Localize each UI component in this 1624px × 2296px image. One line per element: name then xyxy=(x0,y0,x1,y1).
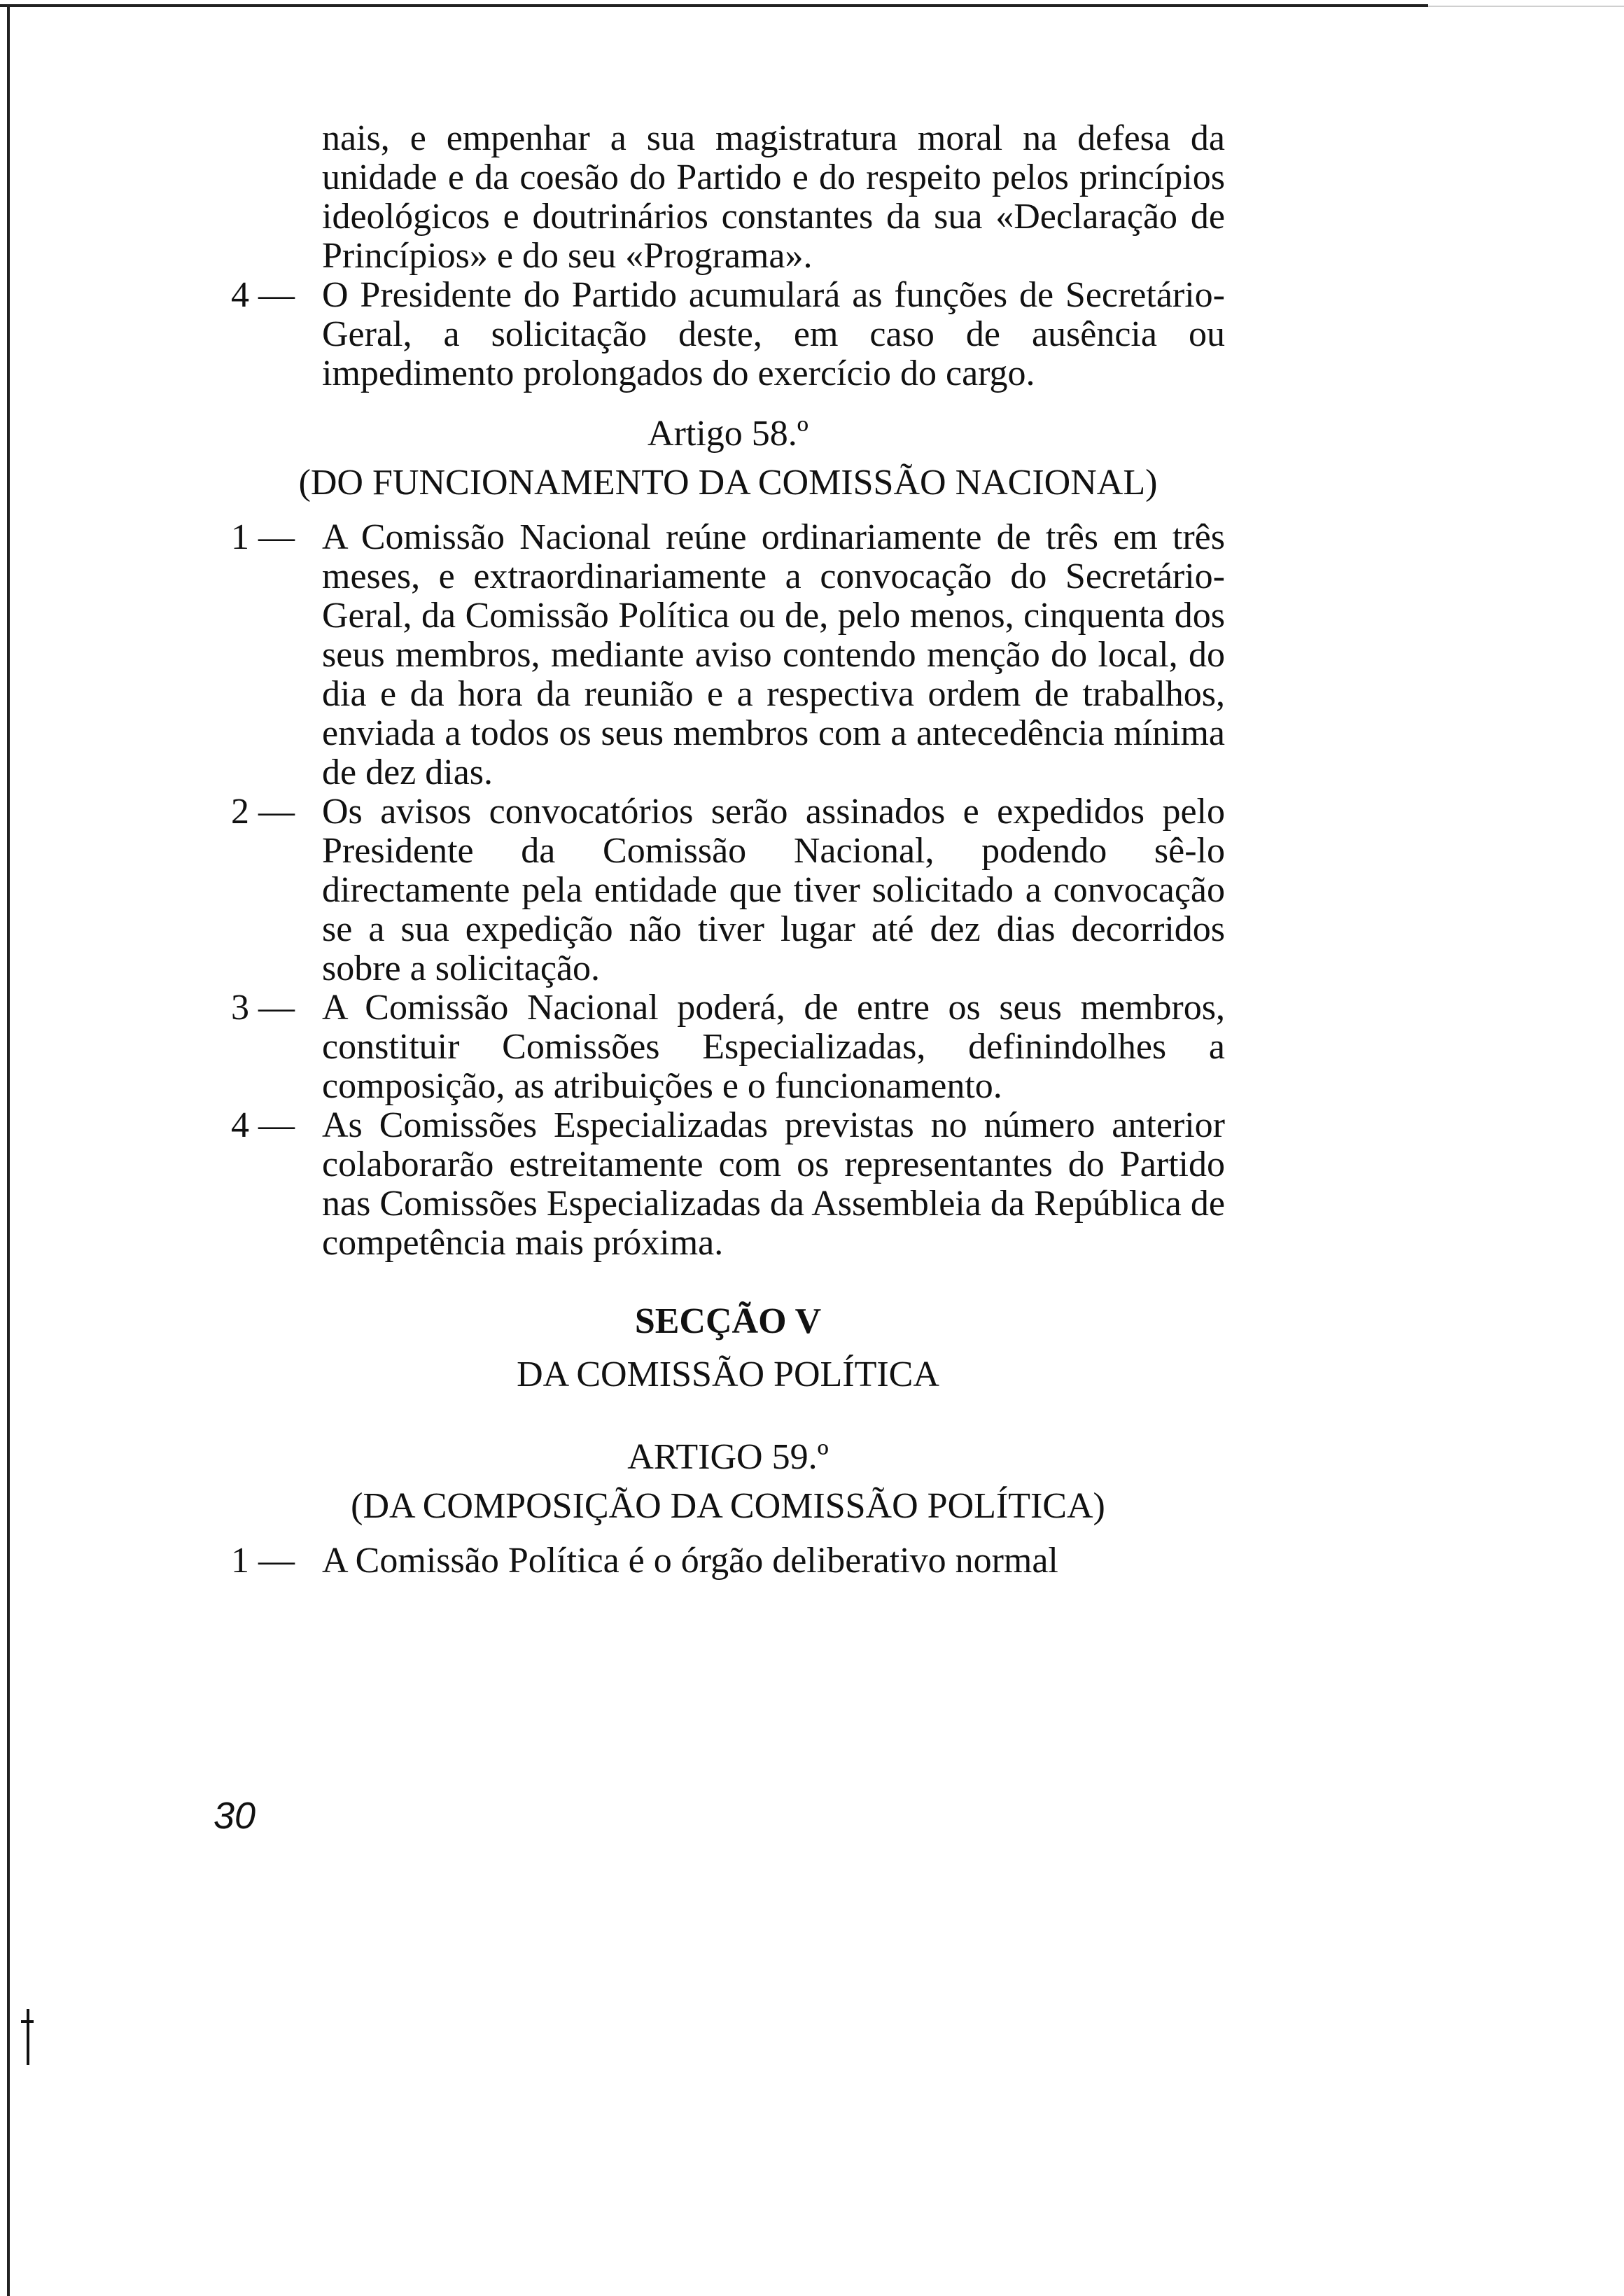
margin-mark xyxy=(21,2009,35,2065)
page-content xyxy=(231,119,1225,1581)
page-number: 30 xyxy=(214,1795,256,1837)
article59-title: ARTIGO 59.º xyxy=(627,1437,829,1477)
article59-item-1 xyxy=(231,1541,1225,1581)
item-text: Os avisos convocatórios serão assinados e expedidos pelo Presidente da Comissão Nacional, podendo sê-lo directamente pela entidade que tiver solicitado a convocação se a sua expedição não tiver lugar até dez dias decorridos sobre a solicitação. xyxy=(322,792,1225,988)
continuation-paragraph: nais, e empenhar a sua magistratura moral na defesa da unidade e da coesão do Partido e do respeito pelos princípios ideológicos e doutrinários constantes da sua «Declaração de Princípios» e do seu «Programa». xyxy=(322,118,1225,276)
section-label: SECÇÃO V xyxy=(634,1301,822,1341)
scan-edge-left xyxy=(7,4,10,2296)
article58-item-2 xyxy=(231,792,1225,988)
article58-subtitle: (DO FUNCIONAMENTO DA COMISSÃO NACIONAL) xyxy=(298,463,1158,503)
item-text: A Comissão Política é o órgão deliberativo normal xyxy=(322,1541,1058,1581)
item-text: O Presidente do Partido acumulará as funções de Secretário-Geral, a solicitação deste, em caso de ausência ou impedimento prolongados do exercício do cargo. xyxy=(322,275,1225,393)
item-number: 4 — xyxy=(231,1105,295,1145)
scan-edge-top-faint xyxy=(1428,6,1624,7)
item-text: As Comissões Especializadas previstas no número anterior colaborarão estreitamente com os representantes do Partido nas Comissões Especializadas da Assembleia da República de competência mais próxima. xyxy=(322,1105,1225,1263)
item-text: A Comissão Nacional reúne ordinariamente de três em três meses, e extraordinariamente a convocação do Secretário-Geral, da Comissão Política ou de, pelo menos, cinquenta dos seus membros, mediante aviso contendo menção do local, do dia e da hora da reunião e a respectiva ordem de trabalhos, enviada a todos os seus membros com a antecedência mínima de dez dias. xyxy=(322,517,1225,792)
article57-item-4 xyxy=(231,276,1225,393)
article59-subtitle: (DA COMPOSIÇÃO DA COMISSÃO POLÍTICA) xyxy=(351,1486,1105,1526)
article58-title: Artigo 58.º xyxy=(648,414,808,454)
item-number: 2 — xyxy=(231,792,295,832)
item-number: 1 — xyxy=(231,517,295,557)
section-title: DA COMISSÃO POLÍTICA xyxy=(517,1354,939,1394)
item-text: A Comissão Nacional poderá, de entre os seus membros, constituir Comissões Especializadas, definindolhes a composição, as atribuições e o funcionamento. xyxy=(322,988,1225,1106)
scan-edge-top xyxy=(0,4,1428,7)
item-number: 1 — xyxy=(231,1541,295,1581)
item-number: 4 — xyxy=(231,275,295,315)
article58-item-4 xyxy=(231,1106,1225,1263)
article58-item-3 xyxy=(231,988,1225,1106)
article58-item-1 xyxy=(231,518,1225,792)
item-number: 3 — xyxy=(231,988,295,1028)
